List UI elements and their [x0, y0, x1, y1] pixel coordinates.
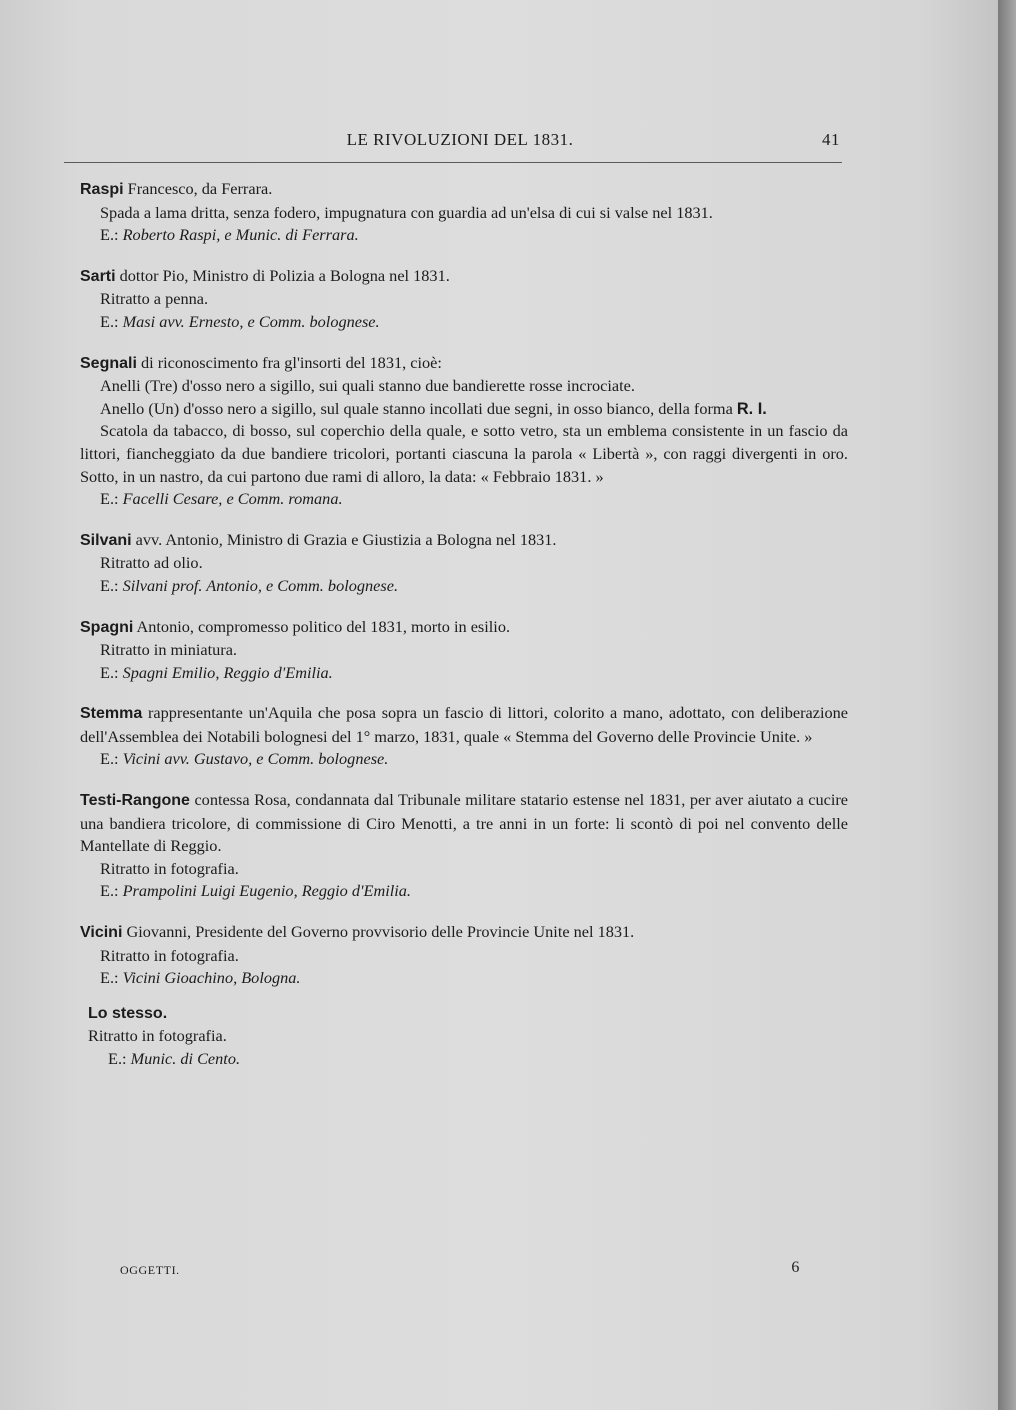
- entry-raspi: [80, 178, 848, 247]
- entry-lo-stesso: [88, 1002, 848, 1071]
- signature-label: OGGETTI.: [120, 1263, 180, 1277]
- entry-spagni: [80, 616, 848, 685]
- running-header: [80, 130, 840, 156]
- entry-name: Vicini: [80, 924, 123, 942]
- entry-description: Giovanni, Presidente del Governo provvisorio delle Provincie Unite nel 1831.: [122, 922, 635, 942]
- entry-segnali: [80, 352, 848, 511]
- entry-line: Ritratto ad olio.: [100, 553, 203, 573]
- owner-value: Prampolini Luigi Eugenio, Reggio d'Emilia.: [122, 881, 411, 901]
- owner-value: Masi avv. Ernesto, e Comm. bolognese.: [122, 311, 380, 331]
- entry-line: Spada a lama dritta, senza fodero, impugnatura con guardia ad un'elsa di cui si valse nel 1831.: [100, 202, 713, 222]
- signature-number: 6: [791, 1259, 800, 1276]
- entry-line: Scatola da tabacco, di bosso, sul coperchio della quale, e sotto vetro, sta un emblema consistente in un fascio da littori, fiancheggiato da due bandiere tricolori, portanti ciascuna la parola « Libertà », con raggi divergenti in oro. Sotto, in un nastro, da cui partono due rami di alloro, la data: « Febbraio 1831. »: [80, 421, 848, 486]
- entry-testi-rangone: [80, 789, 848, 903]
- entry-vicini: [80, 921, 848, 990]
- entry-name: Raspi: [80, 181, 124, 198]
- owner-label: E.:: [100, 575, 123, 595]
- entry-silvani: [80, 529, 848, 598]
- entry-line: Ritratto in fotografia.: [100, 945, 239, 965]
- owner-label: E.:: [100, 225, 123, 245]
- owner-label: E.:: [100, 662, 123, 682]
- signature-line: [120, 1259, 800, 1285]
- entry-name: Sarti: [80, 267, 116, 285]
- owner-value: Roberto Raspi, e Munic. di Ferrara.: [122, 225, 359, 245]
- entry-description: Francesco, da Ferrara.: [123, 179, 273, 198]
- entries-list: [80, 178, 848, 1089]
- entry-line: Ritratto in miniatura.: [100, 640, 238, 660]
- entry-sarti: [80, 265, 848, 334]
- entry-line: Ritratto in fotografia.: [88, 1026, 227, 1046]
- entry-name: Stemma: [80, 705, 143, 723]
- entry-description: contessa Rosa, condannata dal Tribunale militare statario estense nel 1831, per aver aiutato a cucire una bandiera tricolore, di commissione di Ciro Menotti, a tre anni in un forte: li scontò di poi nel convento delle Mantellate di Reggio.: [80, 790, 848, 856]
- owner-value: Silvani prof. Antonio, e Comm. bolognese.: [122, 575, 399, 595]
- page-edge: [998, 0, 1016, 1410]
- owner-value: Vicini avv. Gustavo, e Comm. bolognese.: [122, 749, 389, 769]
- owner-label: E.:: [100, 881, 123, 901]
- entry-line: Anelli (Tre) d'osso nero a sigillo, sui quali stanno due bandierette rosse incrociate.: [100, 376, 635, 396]
- entry-description: Antonio, compromesso politico del 1831, morto in esilio.: [133, 616, 511, 636]
- owner-label: E.:: [108, 1049, 131, 1068]
- entry-description: dottor Pio, Ministro di Polizia a Bologna nel 1831.: [115, 265, 450, 285]
- page-number: 41: [822, 130, 840, 149]
- entry-name: Silvani: [80, 531, 132, 549]
- entry-line: Ritratto in fotografia.: [100, 858, 239, 878]
- owner-value: Munic. di Cento.: [130, 1049, 241, 1068]
- owner-value: Vicini Gioachino, Bologna.: [122, 968, 301, 988]
- sign-marks: R. I.: [736, 399, 767, 418]
- entry-name: Lo stesso.: [88, 1004, 168, 1022]
- owner-value: Facelli Cesare, e Comm. romana.: [122, 489, 343, 509]
- owner-label: E.:: [100, 749, 123, 769]
- owner-label: E.:: [100, 311, 123, 331]
- entry-stemma: [80, 702, 848, 771]
- owner-label: E.:: [100, 968, 123, 988]
- header-rule: [64, 162, 842, 163]
- entry-line: Anello (Un) d'osso nero a sigillo, sul quale stanno incollati due segni, in osso bianco, della forma: [100, 398, 733, 418]
- entry-description: rappresentante un'Aquila che posa sopra un fascio di littori, colorito a mano, adottato, con deliberazione dell'Assemblea dei Notabili bolognesi del 1° marzo, 1831, quale « Stemma del Governo delle Provincie Unite. »: [80, 703, 848, 746]
- owner-label: E.:: [100, 489, 123, 509]
- entry-line: Ritratto a penna.: [100, 289, 209, 309]
- running-title: LE RIVOLUZIONI DEL 1831.: [346, 130, 574, 149]
- entry-description: di riconoscimento fra gl'insorti del 1831, cioè:: [136, 352, 442, 372]
- entry-description: avv. Antonio, Ministro di Grazia e Giustizia a Bologna nel 1831.: [131, 529, 557, 549]
- owner-value: Spagni Emilio, Reggio d'Emilia.: [122, 662, 333, 682]
- entry-name: Segnali: [80, 354, 137, 372]
- entry-name: Spagni: [80, 618, 134, 636]
- entry-name: Testi-Rangone: [80, 792, 190, 810]
